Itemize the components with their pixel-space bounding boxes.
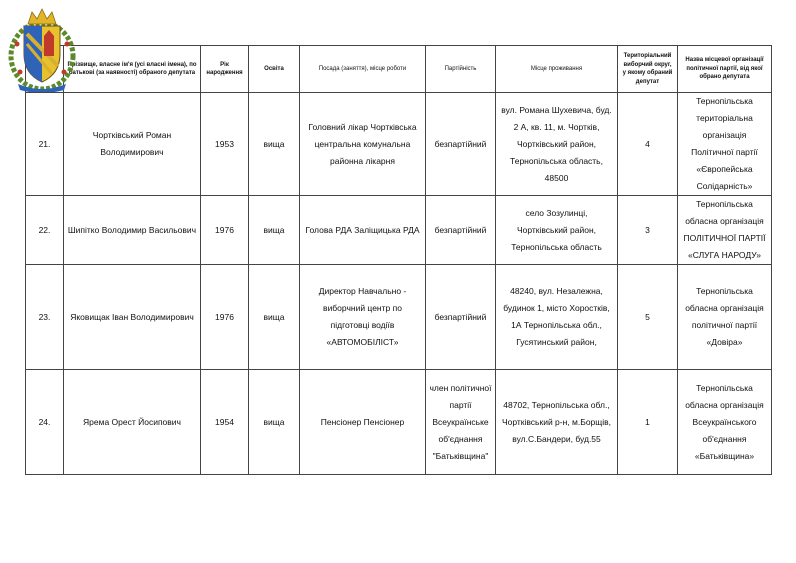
organization: Тернопільська обласна організація політичної партії «Довіра» — [678, 265, 772, 370]
table-row — [26, 370, 772, 475]
table-row — [26, 196, 772, 265]
row-number: 21. — [26, 93, 64, 196]
position: Голова РДА Заліщицька РДА — [300, 196, 426, 265]
column-header-party: Партійність — [426, 46, 496, 93]
district: 3 — [618, 196, 678, 265]
party: член політичної партії Всеукраїнське об'єднання "Батьківщина" — [426, 370, 496, 475]
column-header-name: Прізвище, власне ім'я (усі власні імена), по батькові (за наявності) обраного депутата — [64, 46, 201, 93]
position: Головний лікар Чортківська центральна комунальна районна лікарня — [300, 93, 426, 196]
coat-of-arms-icon — [8, 4, 76, 92]
party: безпартійний — [426, 265, 496, 370]
row-number: 23. — [26, 265, 64, 370]
residence: село Зозулинці, Чортківський район, Тернопільська область — [496, 196, 618, 265]
column-header-position: Посада (заняття), місце роботи — [300, 46, 426, 93]
birth-year: 1976 — [201, 265, 249, 370]
education: вища — [249, 265, 300, 370]
row-number: 22. — [26, 196, 64, 265]
district: 4 — [618, 93, 678, 196]
table-row — [26, 265, 772, 370]
residence: 48702, Тернопільська обл., Чортківський р-н, м.Борщів, вул.С.Бандери, буд.55 — [496, 370, 618, 475]
column-header-organization: Назва місцевої організації політичної партії, від якої обрано депутата — [678, 46, 772, 93]
deputy-name: Шипітко Володимир Васильович — [64, 196, 201, 265]
table-row — [26, 93, 772, 196]
position: Пенсіонер Пенсіонер — [300, 370, 426, 475]
party: безпартійний — [426, 196, 496, 265]
residence: 48240, вул. Незалежна, будинок 1, місто Хоростків, 1А Тернопільська обл., Гусятинський район, — [496, 265, 618, 370]
position: Директор Навчально - виборчний центр по підготовці водіїв «АВТОМОБІЛІСТ» — [300, 265, 426, 370]
birth-year: 1953 — [201, 93, 249, 196]
birth-year: 1954 — [201, 370, 249, 475]
table-header-row — [26, 46, 772, 93]
column-header-year: Рік народження — [201, 46, 249, 93]
education: вища — [249, 370, 300, 475]
party: безпартійний — [426, 93, 496, 196]
organization: Тернопільська обласна організація Всеукраїнського об'єднання «Батьківщина» — [678, 370, 772, 475]
deputies-table — [25, 45, 772, 475]
birth-year: 1976 — [201, 196, 249, 265]
education: вища — [249, 93, 300, 196]
row-number: 24. — [26, 370, 64, 475]
residence: вул. Романа Шухевича, буд. 2 А, кв. 11, м. Чортків, Чортківський район, Тернопільська область, 48500 — [496, 93, 618, 196]
deputy-name: Ярема Орест Йосипович — [64, 370, 201, 475]
district: 1 — [618, 370, 678, 475]
organization: Тернопільська обласна організація ПОЛІТИЧНОЇ ПАРТІЇ «СЛУГА НАРОДУ» — [678, 196, 772, 265]
organization: Тернопільська територіальна організація Політичної партії «Європейська Солідарність» — [678, 93, 772, 196]
deputy-name: Яковищак Іван Володимирович — [64, 265, 201, 370]
column-header-residence: Місце проживання — [496, 46, 618, 93]
column-header-education: Освіта — [249, 46, 300, 93]
column-header-district: Територіальний виборчий округ, у якому обраний депутат — [618, 46, 678, 93]
education: вища — [249, 196, 300, 265]
deputy-name: Чортківський Роман Володимирович — [64, 93, 201, 196]
district: 5 — [618, 265, 678, 370]
